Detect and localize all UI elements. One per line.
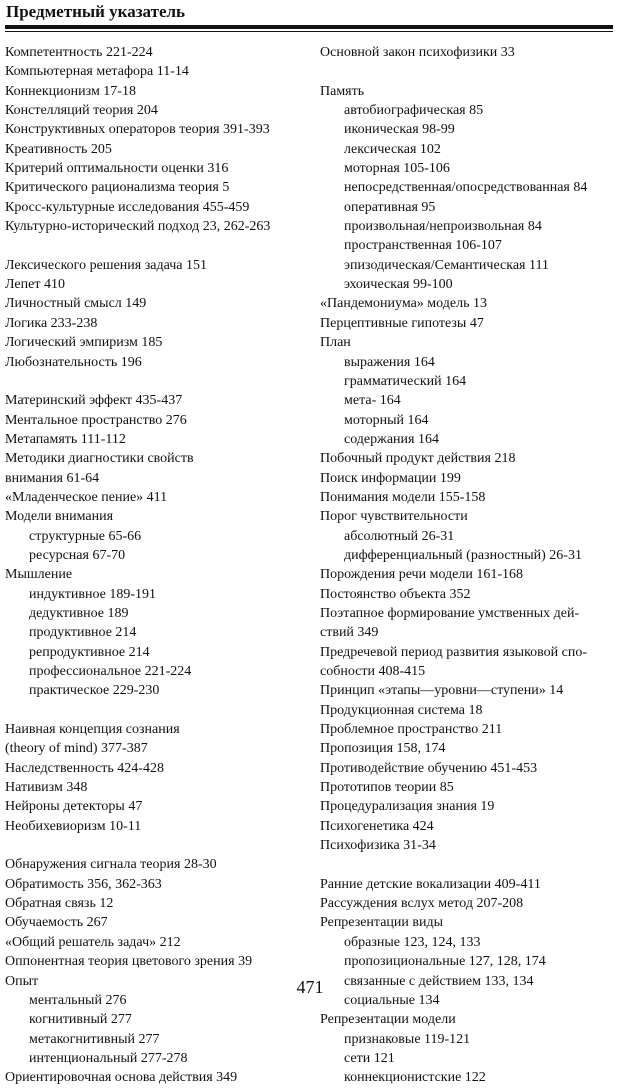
index-subentry: сети 121	[344, 1050, 395, 1066]
index-entry: Постоянство объекта 352	[320, 586, 471, 602]
index-subentry: моторный 164	[344, 412, 429, 428]
index-entry: «Младенческое пение» 411	[5, 489, 168, 505]
index-entry: Рассуждения вслух метод 207-208	[320, 896, 524, 912]
index-subentry: образные 123, 124, 133	[344, 934, 481, 950]
index-subentry: иконическая 98-99	[344, 122, 455, 138]
index-entry: Нейроны детекторы 47	[5, 799, 143, 815]
index-entry: Логический эмпиризм 185	[5, 335, 163, 351]
index-entry: Модели внимания	[5, 509, 114, 525]
index-subentry: мета- 164	[344, 393, 401, 409]
index-entry: Критического рационализма теория 5	[5, 180, 230, 196]
index-subentry: моторная 105-106	[344, 161, 450, 177]
index-entry: собности 408-415	[320, 664, 426, 679]
index-entry: Поиск информации 199	[320, 470, 461, 486]
index-entry: Коннекционизм 17-18	[5, 83, 136, 99]
index-entry: Лексического решения задача 151	[5, 257, 207, 273]
index-entry: Личностный смысл 149	[5, 296, 147, 312]
index-entry: Необихевиоризм 10-11	[5, 818, 142, 834]
entry-gap	[5, 236, 310, 255]
index-entry: Нативизм 348	[5, 780, 88, 796]
index-entry: Основной закон психофизики 33	[320, 45, 515, 60]
index-subentry: пространственная 106-107	[344, 238, 502, 254]
index-entry: внимания 61-64	[5, 470, 100, 486]
index-entry: Материнский эффект 435-437	[5, 393, 183, 409]
index-entry: Методики диагностики свойств	[5, 451, 194, 467]
index-subentry: репродуктивное 214	[29, 644, 150, 660]
index-entry: Перцептивные гипотезы 47	[320, 315, 484, 331]
index-entry: Компетентность 221-224	[5, 45, 153, 60]
index-column-left	[5, 43, 310, 1088]
index-entry: Репрезентации виды	[320, 915, 444, 931]
index-entry: Память	[320, 83, 365, 99]
entry-gap	[5, 836, 310, 855]
index-subentry: грамматический 164	[344, 373, 467, 389]
index-subentry: интенциональный 277-278	[29, 1050, 188, 1066]
index-entry: Наивная концепция сознания	[5, 722, 180, 738]
index-subentry: эхоическая 99-100	[344, 277, 453, 293]
index-entry: Психофизика 31-34	[320, 838, 436, 854]
index-entry: Компьютерная метафора 11-14	[5, 64, 189, 80]
index-entry: Продукционная система 18	[320, 702, 483, 718]
index-entry: План	[320, 335, 351, 351]
index-entry: Мышление	[5, 567, 73, 583]
index-entry: «Общий решатель задач» 212	[5, 934, 181, 950]
index-entry: Порождения речи модели 161-168	[320, 567, 524, 583]
index-subentry: когнитивный 277	[29, 1012, 132, 1028]
index-subentry: практическое 229-230	[29, 683, 160, 699]
index-subentry: абсолютный 26-31	[344, 528, 455, 544]
index-entry: Порог чувствительности	[320, 509, 468, 525]
index-entry: Обнаружения сигнала теория 28-30	[5, 857, 217, 873]
index-entry: Понимания модели 155-158	[320, 489, 486, 505]
index-entry: Ранние детские вокализации 409-411	[320, 876, 541, 892]
index-subentry: содержания 164	[344, 431, 439, 447]
index-entry: Пропозиция 158, 174	[320, 741, 446, 757]
index-entry: Побочный продукт действия 218	[320, 451, 516, 467]
index-subentry: социальные 134	[344, 992, 440, 1008]
index-entry: Процедурализация знания 19	[320, 799, 495, 815]
index-entry: Ориентировочная основа действия 349	[5, 1070, 238, 1086]
running-header	[5, 0, 613, 32]
index-subentry: автобиографическая 85	[344, 103, 484, 119]
index-entry: «Пандемониума» модель 13	[320, 296, 487, 312]
index-subentry: лексическая 102	[344, 141, 441, 157]
index-entry: Метапамять 111-112	[5, 431, 126, 447]
index-subentry: дифференциальный (разностный) 26-31	[344, 547, 582, 563]
index-subentry: связанные с действием 133, 134	[344, 973, 534, 989]
index-entry: Противодействие обучению 451-453	[320, 760, 538, 776]
index-entry: Кросс-культурные исследования 455-459	[5, 199, 250, 215]
index-entry: Оппонентная теория цветового зрения 39	[5, 954, 253, 970]
index-subentry: индуктивное 189-191	[29, 586, 156, 602]
index-entry: Принцип «этапы—уровни—ступени» 14	[320, 683, 564, 699]
header-rule-thick	[5, 25, 613, 29]
index-subentry: выражения 164	[344, 354, 435, 370]
index-subentry: метакогнитивный 277	[29, 1031, 160, 1047]
index-entry: Обучаемость 267	[5, 915, 108, 931]
index-column-right	[320, 43, 616, 1088]
index-subentry: продуктивное 214	[29, 625, 137, 641]
index-entry: ствий 349	[320, 625, 379, 641]
index-entry: Наследственность 424-428	[5, 760, 164, 776]
entry-gap	[320, 62, 616, 81]
index-subentry: ментальный 276	[29, 992, 127, 1008]
index-entry: (theory of mind) 377-387	[5, 741, 148, 757]
section-title: Предметный указатель	[6, 2, 186, 21]
index-entry: Лепет 410	[5, 277, 65, 293]
index-entry: Ментальное пространство 276	[5, 412, 187, 428]
entry-gap	[5, 701, 310, 720]
index-entry: Предречевой период развития языковой спо-	[320, 644, 588, 660]
index-entry: Проблемное пространство 211	[320, 722, 503, 738]
index-subentry: эпизодическая/Семантическая 111	[344, 257, 549, 273]
page-number: 471	[296, 977, 324, 997]
index-subentry: оперативная 95	[344, 199, 436, 215]
index-subentry: профессиональное 221-224	[29, 664, 192, 679]
index-subentry: пропозициональные 127, 128, 174	[344, 954, 546, 970]
index-subentry: дедуктивное 189	[29, 605, 129, 621]
header-rule-thin	[5, 31, 613, 32]
index-entry: Констелляций теория 204	[5, 103, 158, 119]
index-entry: Критерий оптимальности оценки 316	[5, 161, 229, 177]
index-entry: Логика 233-238	[5, 315, 98, 331]
entry-gap	[320, 855, 616, 874]
index-entry: Репрезентации модели	[320, 1012, 456, 1028]
index-entry: Поэтапное формирование умственных дей-	[320, 605, 580, 621]
entry-gap	[5, 372, 310, 391]
index-entry: Прототипов теории 85	[320, 780, 454, 796]
index-subentry: признаковые 119-121	[344, 1031, 471, 1047]
index-entry: Психогенетика 424	[320, 818, 434, 834]
index-subentry: ресурсная 67-70	[29, 547, 126, 563]
index-entry: Обратная связь 12	[5, 896, 114, 912]
index-entry: Конструктивных операторов теория 391-393	[5, 122, 270, 138]
index-subentry: непосредственная/опосредствованная 84	[344, 180, 588, 196]
index-entry: Любознательность 196	[5, 354, 142, 370]
index-subentry: коннекционистские 122	[344, 1070, 486, 1086]
index-entry: Креативность 205	[5, 141, 112, 157]
index-entry: Культурно-исторический подход 23, 262-263	[5, 219, 271, 235]
index-entry: Опыт	[5, 973, 39, 989]
index-entry: Обратимость 356, 362-363	[5, 876, 162, 892]
index-subentry: произвольная/непроизвольная 84	[344, 219, 542, 235]
index-subentry: структурные 65-66	[29, 528, 142, 544]
